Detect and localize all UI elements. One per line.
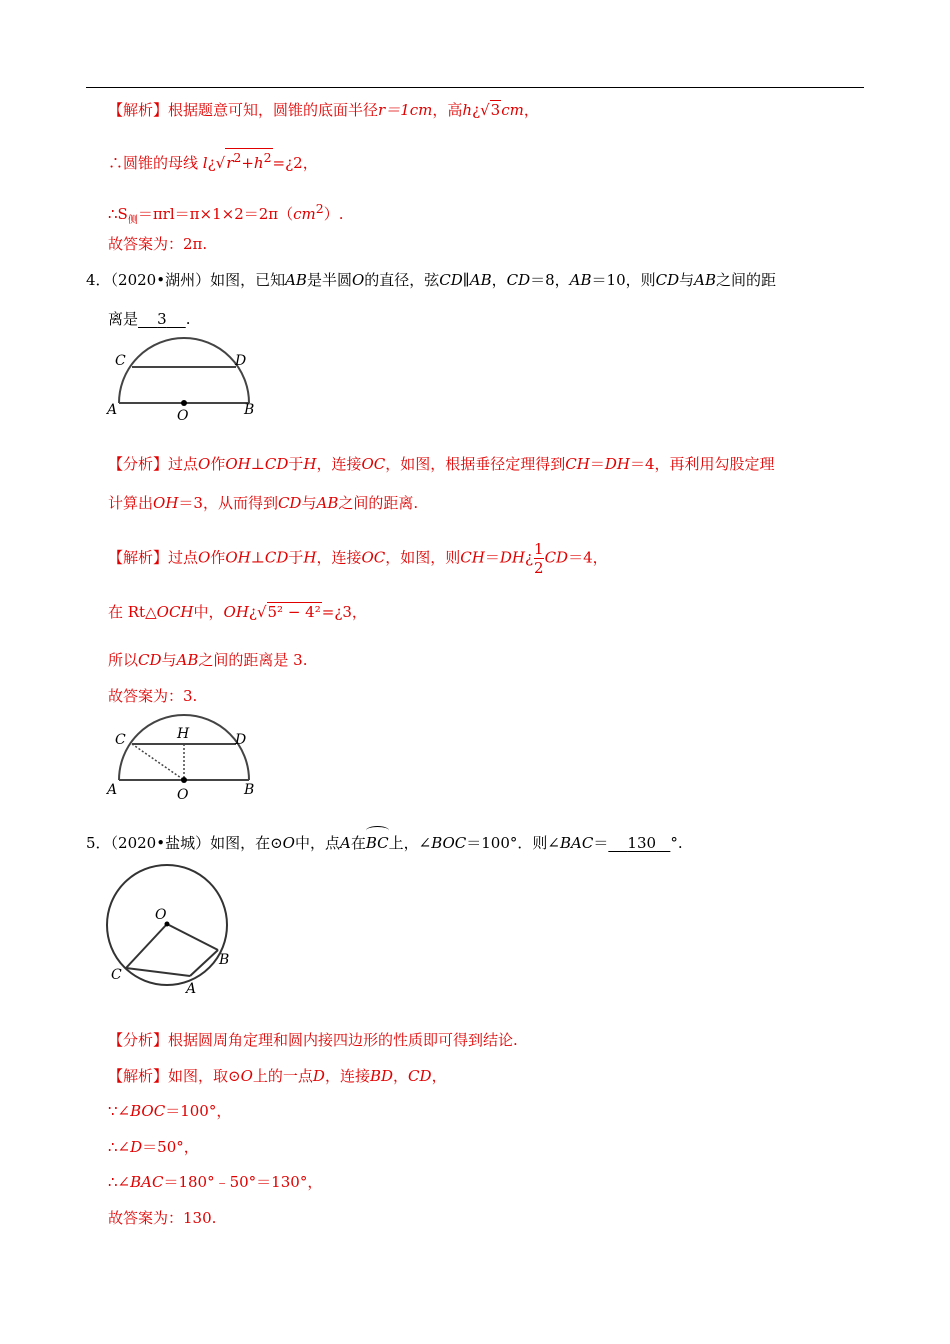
q4-answer-blank: 3 <box>157 310 167 328</box>
q5-answer-blank: 130 <box>627 834 657 852</box>
center-dot-2 <box>181 777 187 783</box>
q4-analysis-line2: 计算出OH＝3，从而得到CD与AB之间的距离. <box>108 494 419 512</box>
label-b-q5: B <box>219 952 230 968</box>
arc-bc: BC <box>365 834 389 852</box>
label-a-q5: A <box>186 981 197 997</box>
sol1-line3: $\therefore S_侧=\pi rl=\pi\times 1\times 2=2\pi(cm^2)$. <box>108 201 344 226</box>
q4-figure-with-h <box>104 713 264 805</box>
q4-solution-line2: 在 Rt△OCH中，OH¿√5² − 4²=¿3， <box>108 603 367 621</box>
label-a: A <box>107 402 118 418</box>
label-c-q5: C <box>111 967 122 983</box>
q5-solution-line1: 【解析】如图，取⊙O上的一点D，连接BD，CD， <box>108 1067 447 1085</box>
q4-solution-line1: 【解析】过点O作OH⊥CD于H，连接OC，如图，则CH＝DH¿ $\frac{1}{2}$ CD＝4， <box>108 540 608 577</box>
q4-stem: 4．（2020•湖州）如图，已知AB是半圆O的直径，弦CD∥AB，CD＝8，AB＝10，则CD与AB之间的距 <box>86 271 777 289</box>
semicircle-arc <box>119 338 249 403</box>
label-o-2: O <box>177 787 189 803</box>
q4-stem-line2: 离是 3 . <box>108 310 191 328</box>
segment-ca <box>126 968 190 976</box>
center-dot <box>181 400 187 406</box>
q4-answer: 故答案为：3. <box>108 687 198 705</box>
sqrt-5sq-4sq: 5² − 4² <box>267 603 321 621</box>
sol1-line1: 【解析】根据题意可知，圆锥的底面半径r＝1cm，高h¿√3cm， <box>108 101 539 119</box>
label-b-2: B <box>244 782 255 798</box>
label-h: H <box>177 726 190 742</box>
q5-solution-line3: ∴∠D＝50°， <box>108 1138 199 1156</box>
q4-solution-line3: 所以CD与AB之间的距离是 3. <box>108 651 308 669</box>
q5-solution-line4: ∴∠BAC＝180°﹣50°＝130°， <box>108 1173 323 1191</box>
label-d-2: D <box>235 732 247 748</box>
segment-oc-q5 <box>126 924 167 968</box>
segment-ob-q5 <box>167 924 218 950</box>
segment-oc <box>132 744 184 780</box>
fraction-half: $\frac{1}{2}$ <box>534 540 544 577</box>
label-o: O <box>177 408 189 424</box>
q5-analysis: 【分析】根据圆周角定理和圆内接四边形的性质即可得到结论. <box>108 1031 518 1049</box>
label-a-2: A <box>107 782 118 798</box>
label-c: C <box>115 353 126 369</box>
header-rule <box>86 87 864 88</box>
q4-figure-semicircle <box>104 336 264 426</box>
q4-analysis-line1: 【分析】过点O作OH⊥CD于H，连接OC，如图，根据垂径定理得到CH＝DH＝4，再利用勾股定理 <box>108 455 775 473</box>
label-c-2: C <box>115 732 126 748</box>
label-b: B <box>244 402 255 418</box>
semicircle-arc-2 <box>119 715 249 780</box>
q5-figure-circle <box>100 858 250 1000</box>
q5-answer: 故答案为：130. <box>108 1209 217 1227</box>
sol1-answer: 故答案为：2π. <box>108 235 208 253</box>
label-d: D <box>235 353 247 369</box>
q5-stem: 5．（2020•盐城）如图，在⊙O中，点A在BC上，∠BOC＝100°．则∠BAC＝ 130 °. <box>86 834 683 852</box>
sqrt-3: 3 <box>490 101 501 119</box>
sqrt-r2-h2: $r^2+h^2$ <box>226 150 272 172</box>
sol1-line2: ∴圆锥的母线 $l¿√r^2+h^2=¿2$， <box>108 150 318 172</box>
label-o-q5: O <box>155 907 167 923</box>
q5-solution-line2: ∵∠BOC＝100°， <box>108 1102 232 1120</box>
